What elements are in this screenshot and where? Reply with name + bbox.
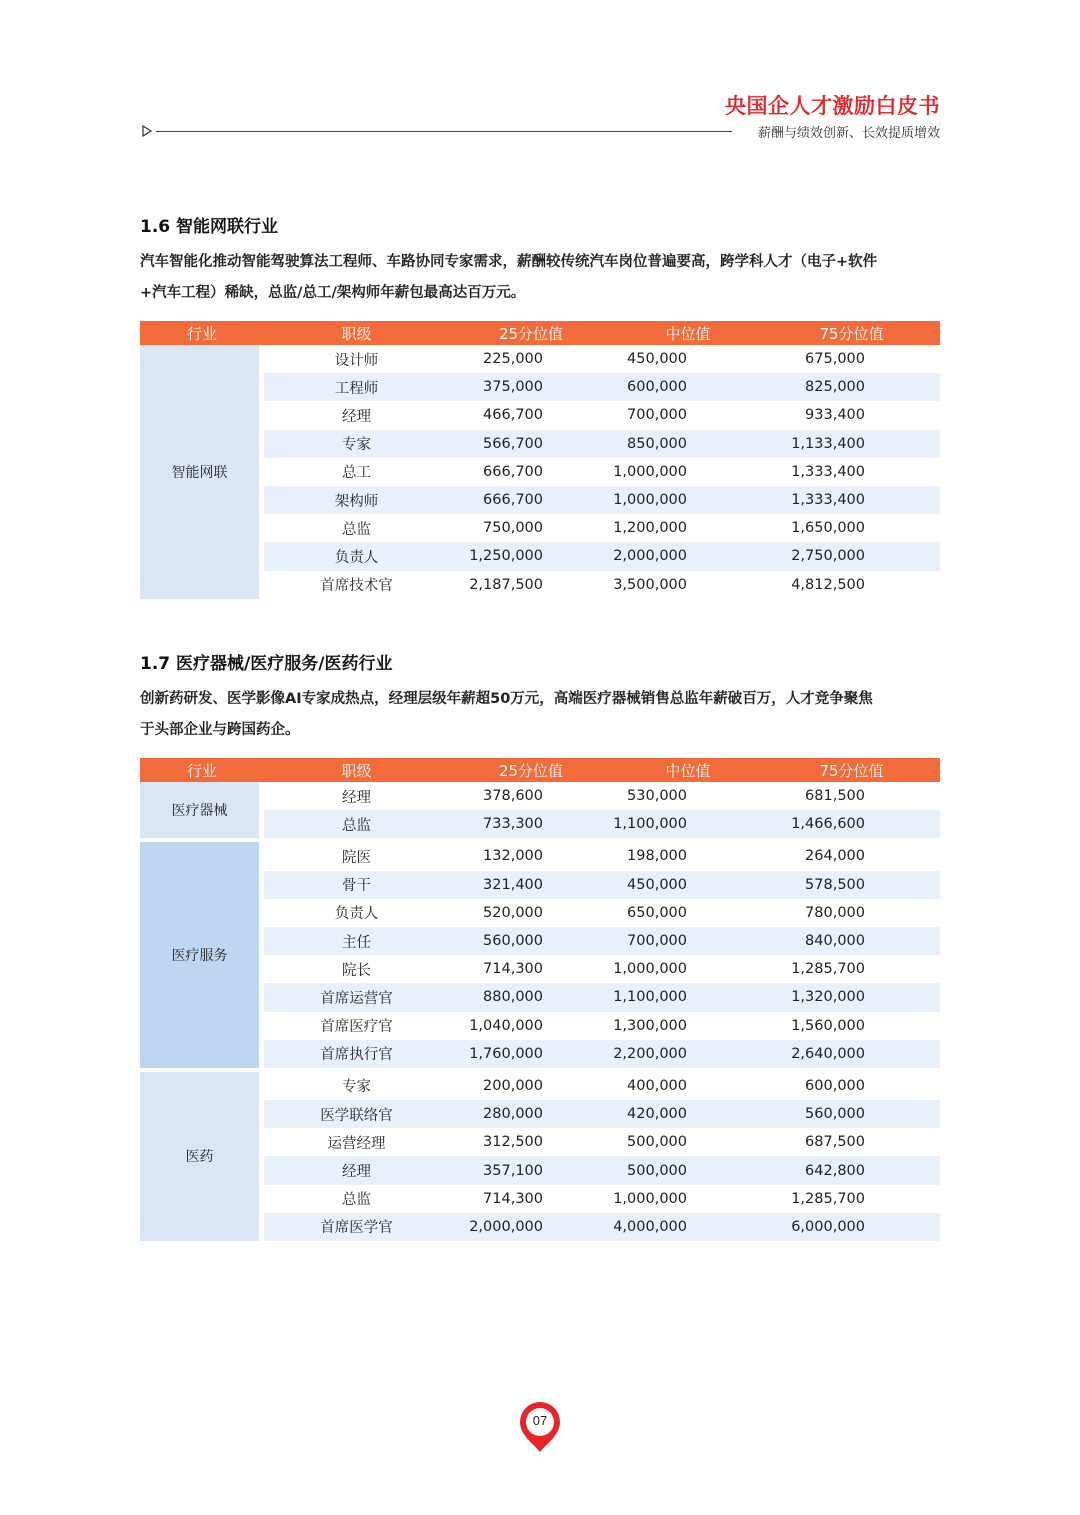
level-cell: 院医 (264, 838, 449, 870)
level-cell: 设计师 (334, 352, 379, 369)
header-rule (156, 131, 732, 132)
p75-cell: 1,320,000 (763, 983, 940, 1011)
column-header: 职级 (264, 321, 449, 345)
description-line: 汽车智能化推动智能驾驶算法工程师、车路协同专家需求，薪酬较传统汽车岗位普遍要高，跨学科人才（电子+软件 (140, 254, 878, 270)
median-cell: 4,000,000 (613, 1213, 763, 1241)
description-line: 创新药研发、医学影像AI专家成热点，经理层级年薪超50万元，高端医疗器械销售总监年薪破百万，人才竞争聚焦 (140, 691, 873, 707)
section-smart-connected (140, 212, 940, 599)
column-header: 25分位值 (449, 321, 613, 345)
median-cell: 1,300,000 (613, 1017, 687, 1034)
p75-cell: 675,000 (805, 351, 865, 368)
level-cell: 首席执行官 (264, 1040, 449, 1068)
p75-cell: 2,640,000 (763, 1040, 940, 1068)
level-cell: 负责人 (334, 906, 379, 923)
median-cell: 500,000 (627, 1134, 687, 1151)
level-cell: 经理 (342, 789, 371, 806)
level-cell: 首席运营官 (264, 983, 449, 1011)
median-cell: 1,000,000 (613, 1190, 687, 1207)
p75-cell: 780,000 (805, 904, 865, 921)
level-cell: 专家 (264, 430, 449, 458)
column-header: 75分位值 (763, 321, 940, 345)
level-cell: 首席技术官 (320, 578, 393, 595)
table-header-row (140, 321, 940, 345)
section-heading: 1.6 智能网联行业 (140, 217, 279, 237)
table-row (140, 838, 940, 870)
p75-cell: 840,000 (763, 927, 940, 955)
column-header: 职级 (264, 758, 449, 782)
description-line: 于头部企业与跨国药企。 (140, 722, 300, 738)
p75-cell: 681,500 (805, 788, 865, 805)
median-cell: 1,200,000 (613, 520, 687, 537)
table-row (140, 782, 940, 810)
column-header: 行业 (140, 321, 264, 345)
p75-cell: 1,560,000 (791, 1017, 865, 1034)
p25-cell: 880,000 (449, 983, 613, 1011)
p75-cell: 264,000 (763, 838, 940, 870)
median-cell: 700,000 (613, 927, 763, 955)
median-cell: 850,000 (613, 430, 763, 458)
level-cell: 经理 (342, 408, 371, 425)
median-cell: 700,000 (627, 407, 687, 424)
p75-cell: 1,650,000 (791, 520, 865, 537)
column-header: 75分位值 (763, 758, 940, 782)
industry-cell: 医药 (140, 1068, 264, 1241)
triangle-arrow-icon (140, 124, 154, 138)
median-cell: 1,000,000 (613, 486, 763, 514)
level-cell: 首席医疗官 (320, 1019, 393, 1036)
median-cell: 3,500,000 (613, 576, 687, 593)
level-cell: 负责人 (264, 542, 449, 570)
p25-cell: 1,040,000 (469, 1017, 543, 1034)
level-cell: 专家 (264, 1068, 449, 1100)
p25-cell: 714,300 (483, 1190, 543, 1207)
p25-cell: 560,000 (449, 927, 613, 955)
section-medical (140, 649, 940, 1241)
p25-cell: 2,000,000 (449, 1213, 613, 1241)
level-cell: 运营经理 (327, 1135, 386, 1152)
p25-cell: 312,500 (483, 1134, 543, 1151)
p75-cell: 1,285,700 (791, 961, 865, 978)
industry-cell: 医疗器械 (140, 782, 264, 838)
p75-cell: 1,333,400 (763, 486, 940, 514)
p25-cell: 1,250,000 (449, 542, 613, 570)
median-cell: 530,000 (627, 788, 687, 805)
p75-cell: 687,500 (805, 1134, 865, 1151)
description-line: +汽车工程）稀缺，总监/总工/架构师年薪包最高达百万元。 (140, 285, 526, 301)
median-cell: 1,100,000 (613, 810, 763, 838)
median-cell: 400,000 (613, 1068, 763, 1100)
level-cell: 首席医学官 (264, 1213, 449, 1241)
median-cell: 2,200,000 (613, 1040, 763, 1068)
section-description (140, 684, 940, 746)
page-number: 07 (532, 1413, 548, 1428)
p25-cell: 357,100 (449, 1156, 613, 1184)
salary-table-medical (140, 758, 940, 1241)
p25-cell: 666,700 (449, 486, 613, 514)
median-cell: 420,000 (613, 1100, 763, 1128)
p75-cell: 6,000,000 (763, 1213, 940, 1241)
p25-cell: 666,700 (483, 463, 543, 480)
p25-cell: 566,700 (449, 430, 613, 458)
p25-cell: 321,400 (449, 871, 613, 899)
p75-cell: 642,800 (763, 1156, 940, 1184)
median-cell: 650,000 (627, 904, 687, 921)
level-cell: 骨干 (264, 871, 449, 899)
p75-cell: 1,466,600 (763, 810, 940, 838)
median-cell: 500,000 (613, 1156, 763, 1184)
p25-cell: 466,700 (483, 407, 543, 424)
report-subtitle: 薪酬与绩效创新、长效提质增效 (757, 126, 940, 141)
p75-cell: 825,000 (763, 373, 940, 401)
p25-cell: 2,187,500 (469, 576, 543, 593)
level-cell: 院长 (342, 962, 371, 979)
p25-cell: 714,300 (483, 961, 543, 978)
p25-cell: 750,000 (483, 520, 543, 537)
salary-table-smart-connected (140, 321, 940, 599)
column-header: 中位值 (613, 758, 763, 782)
p75-cell: 1,133,400 (763, 430, 940, 458)
table-header-row (140, 758, 940, 782)
median-cell: 198,000 (613, 838, 763, 870)
p25-cell: 375,000 (449, 373, 613, 401)
level-cell: 总监 (342, 521, 371, 538)
level-cell: 总监 (264, 810, 449, 838)
median-cell: 1,100,000 (613, 983, 763, 1011)
median-cell: 1,000,000 (613, 961, 687, 978)
median-cell: 600,000 (613, 373, 763, 401)
p75-cell: 933,400 (805, 407, 865, 424)
p75-cell: 1,285,700 (791, 1190, 865, 1207)
p25-cell: 378,600 (483, 788, 543, 805)
section-heading: 1.7 医疗器械/医疗服务/医药行业 (140, 654, 393, 674)
industry-cell: 医疗服务 (140, 838, 264, 1068)
column-header: 25分位值 (449, 758, 613, 782)
p25-cell: 225,000 (483, 351, 543, 368)
section-description (140, 247, 940, 309)
level-cell: 总工 (342, 465, 371, 482)
p75-cell: 560,000 (763, 1100, 940, 1128)
level-cell: 主任 (264, 927, 449, 955)
p25-cell: 733,300 (449, 810, 613, 838)
level-cell: 工程师 (264, 373, 449, 401)
p75-cell: 600,000 (763, 1068, 940, 1100)
column-header: 中位值 (613, 321, 763, 345)
report-title: 央国企人才激励白皮书 (725, 94, 940, 118)
median-cell: 2,000,000 (613, 542, 763, 570)
median-cell: 450,000 (613, 871, 763, 899)
p75-cell: 1,333,400 (791, 463, 865, 480)
median-cell: 1,000,000 (613, 463, 687, 480)
median-cell: 450,000 (627, 351, 687, 368)
table-row (140, 345, 940, 373)
p25-cell: 132,000 (449, 838, 613, 870)
level-cell: 医学联络官 (264, 1100, 449, 1128)
p25-cell: 1,760,000 (449, 1040, 613, 1068)
level-cell: 经理 (264, 1156, 449, 1184)
p75-cell: 2,750,000 (763, 542, 940, 570)
p75-cell: 578,500 (763, 871, 940, 899)
p25-cell: 280,000 (449, 1100, 613, 1128)
level-cell: 架构师 (264, 486, 449, 514)
table-row (140, 1068, 940, 1100)
p25-cell: 200,000 (449, 1068, 613, 1100)
column-header: 行业 (140, 758, 264, 782)
level-cell: 总监 (342, 1192, 371, 1209)
p25-cell: 520,000 (483, 904, 543, 921)
p75-cell: 4,812,500 (791, 576, 865, 593)
industry-cell: 智能网联 (140, 345, 264, 599)
